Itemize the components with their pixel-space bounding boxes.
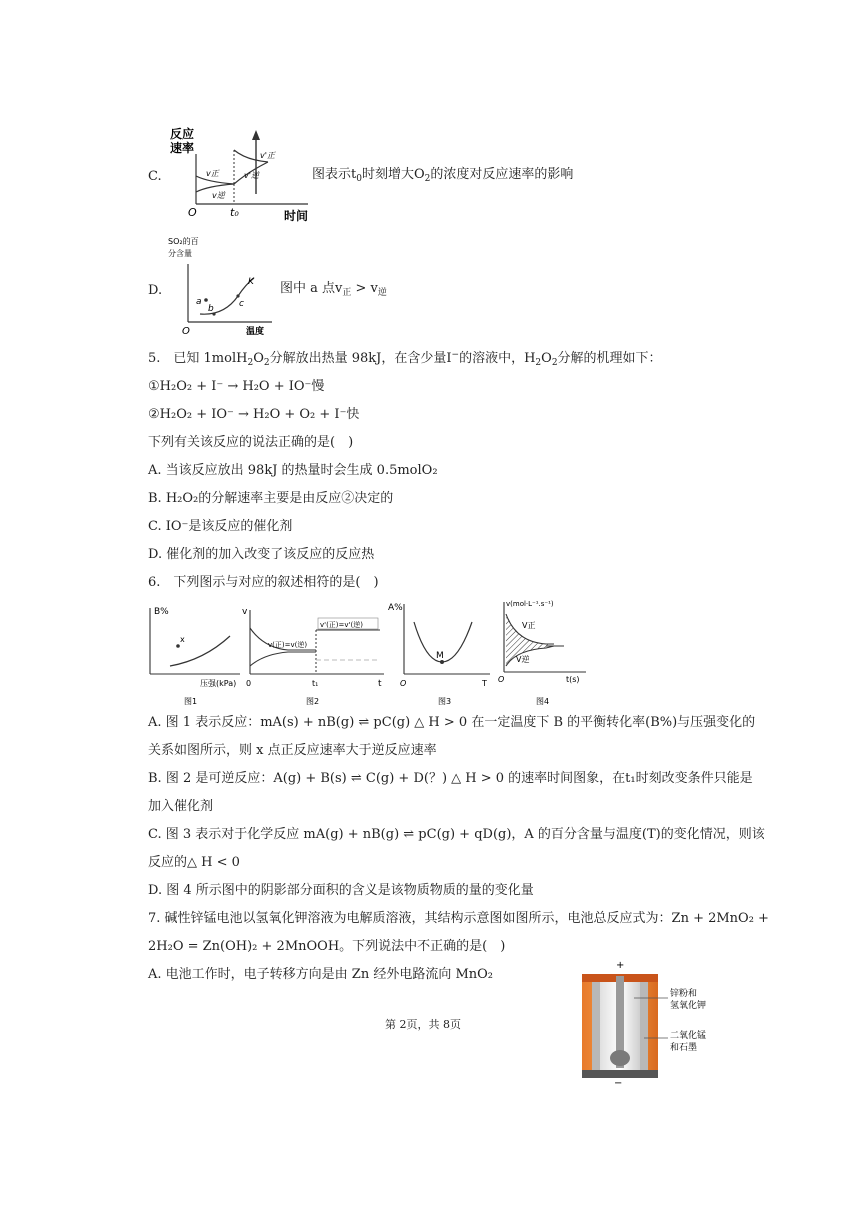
option-c-description: 图表示$t_0$时刻增大$O_2$的浓度对反应速率的影响 bbox=[312, 167, 574, 184]
fig3-caption: 图3 bbox=[438, 697, 452, 706]
battery-label-zinc-1: 锌粉和 bbox=[670, 989, 698, 999]
c-xlabel: 时间 bbox=[284, 209, 309, 223]
option-d-description: 图中 a 点$v_正 > v_逆$ bbox=[280, 281, 387, 298]
fig2-origin: 0 bbox=[246, 679, 252, 688]
battery-label-zinc-2: 氢氧化钾 bbox=[670, 1001, 707, 1011]
fig4-v-ni: V逆 bbox=[516, 655, 530, 664]
c-v-ni: v逆 bbox=[212, 191, 225, 200]
q5-ask: 下列有关该反应的说法正确的是( ) bbox=[148, 435, 354, 450]
c-origin: O bbox=[188, 206, 197, 219]
d-ylabel-2: 分含量 bbox=[168, 249, 192, 258]
fig1-xlabel: 压强(kPa) bbox=[200, 679, 237, 688]
q5-step-1: ①H₂O₂ + I⁻ → H₂O + IO⁻慢 bbox=[148, 379, 325, 394]
q5-step-2: ②H₂O₂ + IO⁻ → H₂O + O₂ + I⁻快 bbox=[148, 407, 360, 422]
option-c-letter: C. bbox=[148, 169, 162, 184]
fig1-ylabel: B% bbox=[154, 607, 169, 617]
rate-time-graph-c bbox=[168, 124, 318, 224]
fig2-caption: 图2 bbox=[306, 697, 320, 706]
c-t0: t₀ bbox=[230, 206, 239, 219]
fig4-ylabel: v(mol·L⁻¹.s⁻¹) bbox=[506, 600, 554, 608]
fig3-point-m: M bbox=[436, 651, 444, 661]
d-point-b: b bbox=[208, 304, 214, 314]
q6-option-a-line2: 关系如图所示，则 x 点正反应速率大于逆反应速率 bbox=[148, 743, 437, 758]
option-d-letter: D. bbox=[148, 283, 163, 298]
c-v-zheng-prime: v'正 bbox=[260, 151, 275, 160]
q5-option-c: C. IO⁻是该反应的催化剂 bbox=[148, 519, 293, 534]
q7-option-a: A. 电池工作时，电子转移方向是由 Zn 经外电路流向 MnO₂ bbox=[148, 967, 494, 982]
battery-label-mno2-1: 二氧化锰 bbox=[670, 1031, 707, 1041]
fig4-origin: O bbox=[498, 675, 505, 684]
q6-option-b-line2: 加入催化剂 bbox=[148, 799, 214, 814]
q5-option-a: A. 当该反应放出 98kJ 的热量时会生成 0.5molO₂ bbox=[148, 463, 438, 478]
fig1-point-x: x bbox=[180, 635, 185, 644]
q5-option-b: B. H₂O₂的分解速率主要是由反应②决定的 bbox=[148, 491, 394, 506]
d-xlabel: 温度 bbox=[246, 327, 265, 337]
q5-option-d: D. 催化剂的加入改变了该反应的反应热 bbox=[148, 547, 375, 562]
q6-option-c-line2: 反应的△ H < 0 bbox=[148, 855, 240, 870]
q6-figure-3 bbox=[386, 598, 494, 708]
q5-stem: 5. 已知 $1molH_2O_2$分解放出热量 98kJ，在含少量I−的溶液中，$H_2O_2$分解的机理如下： bbox=[148, 350, 662, 368]
q6-figure-4 bbox=[494, 596, 594, 708]
battery-plus: + bbox=[616, 960, 625, 971]
fig2-ylabel: v bbox=[242, 607, 248, 617]
fig2-t1: t₁ bbox=[312, 679, 319, 688]
fig1-caption: 图1 bbox=[184, 697, 198, 706]
c-v-zheng: v正 bbox=[206, 169, 219, 178]
q6-option-d: D. 图 4 所示图中的阴影部分面积的含义是该物质物质的量的变化量 bbox=[148, 883, 534, 898]
c-v-ni-prime: v'逆 bbox=[244, 171, 259, 180]
fig2-xlabel: t bbox=[378, 679, 382, 689]
q6-figure-1 bbox=[140, 600, 244, 708]
c-ylabel-1: 反应 bbox=[170, 127, 195, 141]
d-point-c: c bbox=[239, 299, 244, 309]
fig4-xlabel: t(s) bbox=[566, 675, 580, 684]
q6-option-c-line1: C. 图 3 表示对于化学反应 mA(g) + nB(g) ⇌ pC(g) + qD(g)，A 的百分含量与温度(T)的变化情况，则该 bbox=[148, 827, 765, 842]
q7-line2: 2H₂O = Zn(OH)₂ + 2MnOOH。下列说法中不正确的是( ) bbox=[148, 939, 506, 954]
fig4-caption: 图4 bbox=[536, 697, 550, 706]
fig4-v-zheng: V正 bbox=[522, 621, 536, 630]
q6-option-b-line1: B. 图 2 是可逆反应：A(g) + B(s) ⇌ C(g) + D(？) △ H > 0 的速率时间图象，在t₁时刻改变条件只能是 bbox=[148, 771, 753, 786]
fig2-label-new-equilibrium: v'(正)=v'(逆) bbox=[320, 621, 363, 629]
page-footer: 第 2页，共 8页 bbox=[385, 1018, 461, 1031]
c-ylabel-2: 速率 bbox=[170, 141, 195, 155]
d-point-k: K bbox=[248, 277, 254, 287]
battery-diagram bbox=[578, 958, 718, 1088]
d-ylabel-1: SO₂的百 bbox=[168, 237, 199, 246]
d-origin: O bbox=[182, 326, 190, 337]
battery-label-mno2-2: 和石墨 bbox=[670, 1043, 698, 1053]
d-point-a: a bbox=[196, 297, 202, 307]
so2-temperature-graph-d bbox=[166, 234, 278, 338]
q6-figure-2 bbox=[238, 600, 388, 708]
q6-stem: 6. 下列图示与对应的叙述相符的是( ) bbox=[148, 575, 379, 590]
q6-option-a-line1: A. 图 1 表示反应：mA(s) + nB(g) ⇌ pC(g) △ H > 0 在一定温度下 B 的平衡转化率(B%)与压强变化的 bbox=[148, 715, 756, 730]
fig3-ylabel: A% bbox=[388, 603, 403, 613]
fig3-xlabel: T bbox=[482, 679, 487, 688]
fig3-origin: O bbox=[400, 679, 407, 688]
battery-minus: − bbox=[614, 1078, 623, 1088]
fig2-label-equilibrium: v(正)=v(逆) bbox=[268, 641, 308, 649]
q7-line1: 7. 碱性锌锰电池以氢氧化钾溶液为电解质溶液，其结构示意图如图所示，电池总反应式为：Zn + 2MnO₂ + bbox=[148, 911, 769, 926]
